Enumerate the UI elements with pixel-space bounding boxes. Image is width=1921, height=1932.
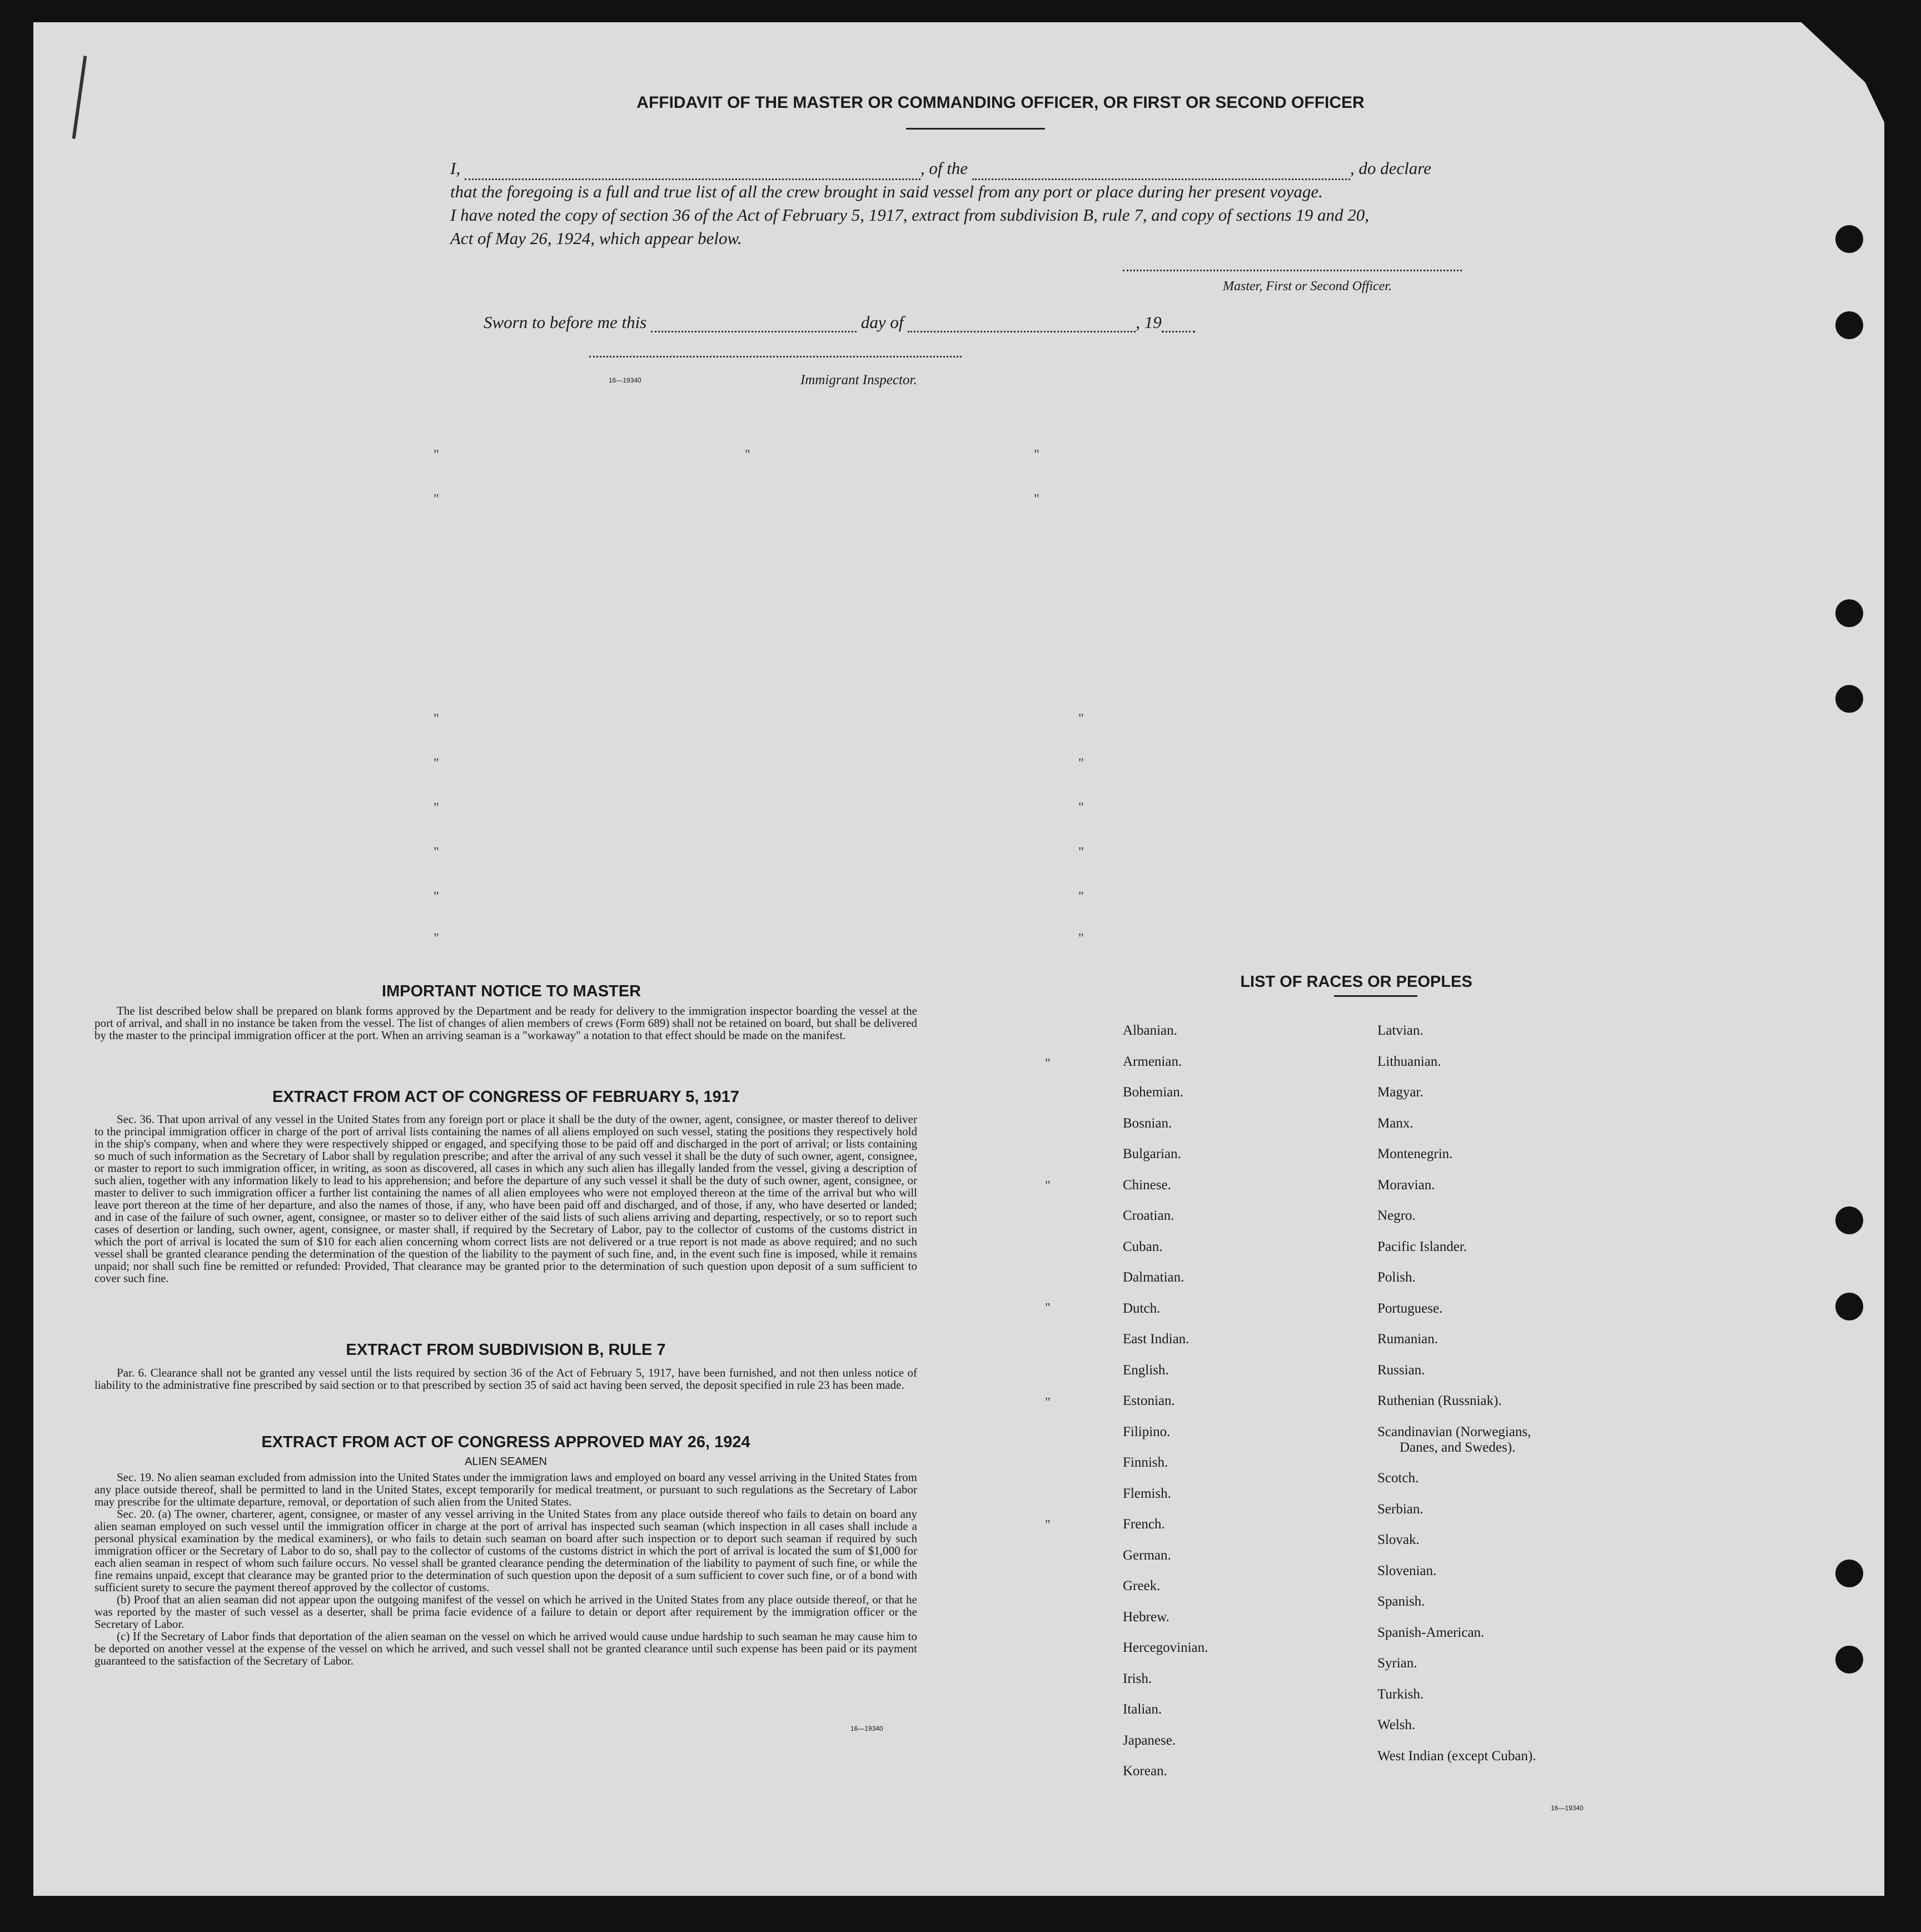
- extract-1924-body: [94, 1471, 917, 1667]
- extract-1924-subtitle: ALIEN SEAMEN: [465, 1456, 547, 1468]
- race-item: Moravian.: [1377, 1177, 1435, 1193]
- sworn-day-field[interactable]: [651, 331, 857, 332]
- race-item: Cuban.: [1123, 1239, 1163, 1254]
- master-signature-field[interactable]: [1123, 270, 1462, 271]
- race-item: Slovak.: [1377, 1532, 1420, 1547]
- race-item: Italian.: [1123, 1702, 1162, 1717]
- punch-hole: [1835, 1293, 1863, 1320]
- punch-hole: [1835, 225, 1863, 253]
- race-item: Bohemian.: [1123, 1085, 1184, 1100]
- race-item: Estonian.: [1123, 1393, 1175, 1408]
- race-item: German.: [1123, 1547, 1171, 1563]
- notice-title: IMPORTANT NOTICE TO MASTER: [381, 982, 641, 1000]
- sec-20a-text: Sec. 20. (a) The owner, charterer, agent, consignee, or master of any vessel arriving in the United States from any place outside thereof who fails to detain on board any alien seaman employed on such vessel until the immigration officer in charge at the port of arrival has inspected such seaman (which inspection in all cases shall include a personal physical examination by the medical examiners), or who fails to detain such seaman on board after such inspection or to deport such seaman if required by such immigration officer or the Secretary of Labor to do so, shall pay to the collector of customs of the customs district in which the port of arrival is located the sum of $1,000 for each alien seaman in respect of whom such failure occurs. No vessel shall be granted clearance pending the determination of the liability to payment of such fine, or while the fine remains unpaid, except that clearance may be granted prior to the determination of such question upon the deposit of a sum sufficient to cover such fine, or of a bond with sufficient surety to secure the payment thereof approved by the collector of customs.: [94, 1507, 917, 1594]
- sec-20c-text: (c) If the Secretary of Labor finds that deportation of the alien seaman on the vessel on which he arrived would cause undue hardship to such seaman he may cause him to be deported on another vessel at the expense of the vessel on which he arrived, and such vessel shall not be granted clearance until such expense has been paid or its payment guaranteed to the satisfaction of the Secretary of Labor.: [94, 1630, 917, 1667]
- race-item: Dutch.: [1123, 1300, 1161, 1316]
- race-item: Japanese.: [1123, 1732, 1176, 1748]
- ditto-mark: ": [1078, 931, 1084, 946]
- race-item: Greek.: [1123, 1578, 1161, 1593]
- ditto-mark: ": [434, 492, 439, 506]
- rule7-text: Par. 6. Clearance shall not be granted any vessel until the lists required by section 36 of the Act of February 5, 1917, have been furnished, and not then unless notice of liability to the administrative fine prescribed by said section or to that prescribed by section 35 of said act having been served, the deposit specified in rule 23 has been made.: [94, 1366, 917, 1392]
- race-item: Montenegrin.: [1377, 1146, 1453, 1161]
- ditto-mark: ": [434, 712, 439, 726]
- punch-hole: [1835, 599, 1863, 627]
- of-the-label: , of the: [920, 158, 968, 178]
- ditto-mark: ": [434, 801, 439, 815]
- race-item: Lithuanian.: [1377, 1054, 1441, 1069]
- extract-1924-title: EXTRACT FROM ACT OF CONGRESS APPROVED MAY 26, 1924: [261, 1433, 750, 1451]
- ditto-mark: ": [1045, 1179, 1051, 1193]
- race-item: Bulgarian.: [1123, 1146, 1181, 1161]
- race-item: Manx.: [1377, 1115, 1414, 1131]
- declaration-line-1: that the foregoing is a full and true list of all the crew brought in said vessel from any port or place during her present voyage.: [450, 182, 1323, 201]
- punch-hole: [1835, 1646, 1863, 1673]
- torn-corner: [1756, 22, 1884, 122]
- form-number-bottom-left: 16—19340: [850, 1725, 883, 1732]
- ditto-mark: ": [434, 845, 439, 860]
- ditto-mark: ": [1045, 1518, 1051, 1532]
- race-item: Hercegovinian.: [1123, 1640, 1208, 1655]
- race-item: English.: [1123, 1362, 1169, 1378]
- master-signature-label: Master, First or Second Officer.: [1223, 279, 1392, 294]
- race-item: Syrian.: [1377, 1656, 1417, 1671]
- race-item: East Indian.: [1123, 1332, 1190, 1347]
- ditto-mark: ": [1045, 1301, 1051, 1315]
- ditto-mark: ": [1045, 1056, 1051, 1071]
- race-item: Scotch.: [1377, 1471, 1419, 1486]
- affidavit-title: AFFIDAVIT OF THE MASTER OR COMMANDING OFFICER, OR FIRST OR SECOND OFFICER: [636, 93, 1365, 112]
- races-right-column: [1377, 1023, 1666, 1779]
- ditto-mark: ": [434, 890, 439, 904]
- edge-mark: [72, 56, 87, 138]
- race-item: West Indian (except Cuban).: [1377, 1748, 1536, 1764]
- declaration-block: [450, 157, 1540, 250]
- sworn-month-field[interactable]: [908, 331, 1136, 332]
- race-item: Russian.: [1377, 1362, 1425, 1378]
- races-title: LIST OF RACES OR PEOPLES: [1240, 973, 1472, 991]
- extract-1917-title: EXTRACT FROM ACT OF CONGRESS OF FEBRUARY 5, 1917: [272, 1088, 740, 1106]
- day-of-label: day of: [860, 312, 904, 332]
- ditto-mark: ": [1045, 1395, 1051, 1410]
- year-prefix: , 19: [1136, 312, 1162, 332]
- race-item: Spanish.: [1377, 1594, 1425, 1609]
- ditto-mark: ": [745, 448, 750, 462]
- form-number-top: 16—19340: [609, 376, 641, 384]
- race-item: Finnish.: [1123, 1455, 1168, 1470]
- punch-hole: [1835, 311, 1863, 339]
- sworn-label: Sworn to before me this: [484, 312, 647, 332]
- declaration-line-0: [450, 157, 1540, 180]
- race-item: Flemish.: [1123, 1486, 1171, 1501]
- race-item: Hebrew.: [1123, 1609, 1169, 1625]
- punch-hole: [1835, 1206, 1863, 1234]
- race-item: Filipino.: [1123, 1424, 1171, 1439]
- race-item: Turkish.: [1377, 1686, 1424, 1702]
- title-rule: [906, 128, 1045, 130]
- sec-36-label: Sec. 36.: [117, 1112, 155, 1126]
- race-item: Pacific Islander.: [1377, 1239, 1467, 1254]
- race-item: Bosnian.: [1123, 1115, 1172, 1131]
- race-item: French.: [1123, 1517, 1165, 1532]
- do-declare-label: , do declare: [1350, 158, 1431, 178]
- ditto-mark: ": [1078, 712, 1084, 726]
- punch-hole: [1835, 1559, 1863, 1587]
- races-title-rule: [1334, 995, 1417, 997]
- sec-20b-text: (b) Proof that an alien seaman did not appear upon the outgoing manifest of the vessel on which he arrived in the United States from any place outside thereof, or that he was reported by the master of such vessel as a deserter, shall be prima facie evidence of a failure to detain or deport after requirement by the immigration officer or the Secretary of Labor.: [94, 1593, 917, 1631]
- race-item: Ruthenian (Russniak).: [1377, 1393, 1502, 1408]
- race-item: Armenian.: [1123, 1054, 1182, 1069]
- race-item: Croatian.: [1123, 1208, 1175, 1223]
- extract-1917-text: [94, 1113, 917, 1284]
- ditto-mark: ": [1078, 756, 1084, 771]
- rule7-title: EXTRACT FROM SUBDIVISION B, RULE 7: [346, 1341, 666, 1359]
- race-item: Spanish-American.: [1377, 1625, 1485, 1640]
- race-item: Latvian.: [1377, 1023, 1424, 1038]
- race-item: Magyar.: [1377, 1085, 1424, 1100]
- race-item-continued: Danes, and Swedes).: [1400, 1439, 1516, 1455]
- race-item: Portuguese.: [1377, 1300, 1443, 1316]
- i-label: I,: [450, 158, 461, 178]
- race-item: Chinese.: [1123, 1177, 1171, 1193]
- ditto-mark: ": [1078, 890, 1084, 904]
- inspector-signature-field[interactable]: [589, 356, 962, 357]
- race-item: Irish.: [1123, 1671, 1152, 1686]
- document-sheet: [33, 22, 1884, 1896]
- race-item: Polish.: [1377, 1270, 1416, 1285]
- sworn-year-field[interactable]: [1162, 331, 1195, 332]
- ditto-mark: ": [1078, 845, 1084, 860]
- sec-19-text: Sec. 19. No alien seaman excluded from admission into the United States under the immigration laws and employed on board any vessel arriving in the United States from any place outside thereof, shall be permitted to land in the United States, except temporarily for medical treatment, or pursuant to such regulations as the Secretary of Labor may prescribe for the ultimate departure, removal, or deportation of such alien from the United States.: [94, 1471, 917, 1508]
- race-item: Serbian.: [1377, 1501, 1424, 1517]
- sec-36-text: That upon arrival of any vessel in the United States from any foreign port or place it shall be the duty of the owner, agent, consignee, or master thereof to deliver to the principal immigration officer in charge of the port of arrival lists containing the names of all aliens employed on such vessel, stating the positions they respectively hold in the ship's company, when and where they were respectively shipped or engaged, and specifying those to be paid off and discharged in the port of arrival; or lists containing so much of such information as the Secretary of Labor shall by regulation prescribe; and after the arrival of any such vessel it shall be the duty of such owner, agent, consignee, or master to report to such immigration officer, in writing, as soon as discovered, all cases in which any such alien has illegally landed from the vessel, giving a description of such alien, together with any information likely to lead to his apprehension; and before the departure of any such vessel it shall be the duty of such owner, agent, consignee, or master to deliver to such immigration officer a further list containing the names of all alien employees who were not employed thereon at the time of the arrival but who will leave port thereon at the time of her departure, and also the names of those, if any, who have been paid off and discharged, and of those, if any, who have deserted or landed; and in case of the failure of such owner, agent, consignee, or master so to deliver either of the said lists of such aliens arriving and departing, respectively, or so to report such cases of desertion or landing, such owner, agent, consignee, or master shall, if required by the Secretary of Labor, pay to the collector of customs of the customs district in which the port of arrival is located the sum of $10 for each alien concerning whom correct lists are not delivered or a true report is not made as above required; and no such vessel shall be granted clearance pending the determination of the question of the liability to the payment of such fine, and, in the event such fine is imposed, while it remains unpaid; nor shall such fine be remitted or refunded: Provided, That clearance may be granted prior to the determination of such question upon deposit of a sum sufficient to cover such fine.: [94, 1112, 917, 1285]
- race-item: Scandinavian (Norwegians,: [1377, 1424, 1531, 1439]
- ditto-mark: ": [434, 756, 439, 771]
- inspector-label: Immigrant Inspector.: [800, 373, 917, 388]
- ditto-mark: ": [434, 931, 439, 946]
- ditto-mark: ": [1034, 492, 1039, 506]
- race-item: Rumanian.: [1377, 1332, 1439, 1347]
- races-left-column: [1123, 1023, 1312, 1795]
- declaration-line-2: I have noted the copy of section 36 of the Act of February 5, 1917, extract from subdivision B, rule 7, and copy of sections 19 and 20,: [450, 205, 1370, 225]
- race-item: Dalmatian.: [1123, 1270, 1185, 1285]
- form-number-bottom-right: 16—19340: [1551, 1804, 1584, 1812]
- race-item: Negro.: [1377, 1208, 1416, 1223]
- ditto-mark: ": [1034, 448, 1039, 462]
- race-item: Welsh.: [1377, 1717, 1416, 1732]
- punch-hole: [1835, 685, 1863, 713]
- declaration-line-3: Act of May 26, 1924, which appear below.: [450, 229, 742, 248]
- sworn-line: [484, 312, 1195, 332]
- race-item: Korean.: [1123, 1764, 1167, 1779]
- ditto-mark: ": [1078, 801, 1084, 815]
- ditto-mark: ": [434, 448, 439, 462]
- notice-text: The list described below shall be prepared on blank forms approved by the Department and be ready for delivery to the immigration inspector boarding the vessel at the port of arrival, and shall in no instance be taken from the vessel. The list of changes of alien members of crews (Form 689) shall not be retained on board, but shall be delivered by the master to the principal immigration officer at the port. When an arriving seaman is a "workaway" a notation to that effect should be made on the manifest.: [94, 1004, 917, 1042]
- race-item: Albanian.: [1123, 1023, 1177, 1038]
- race-item: Slovenian.: [1377, 1563, 1437, 1578]
